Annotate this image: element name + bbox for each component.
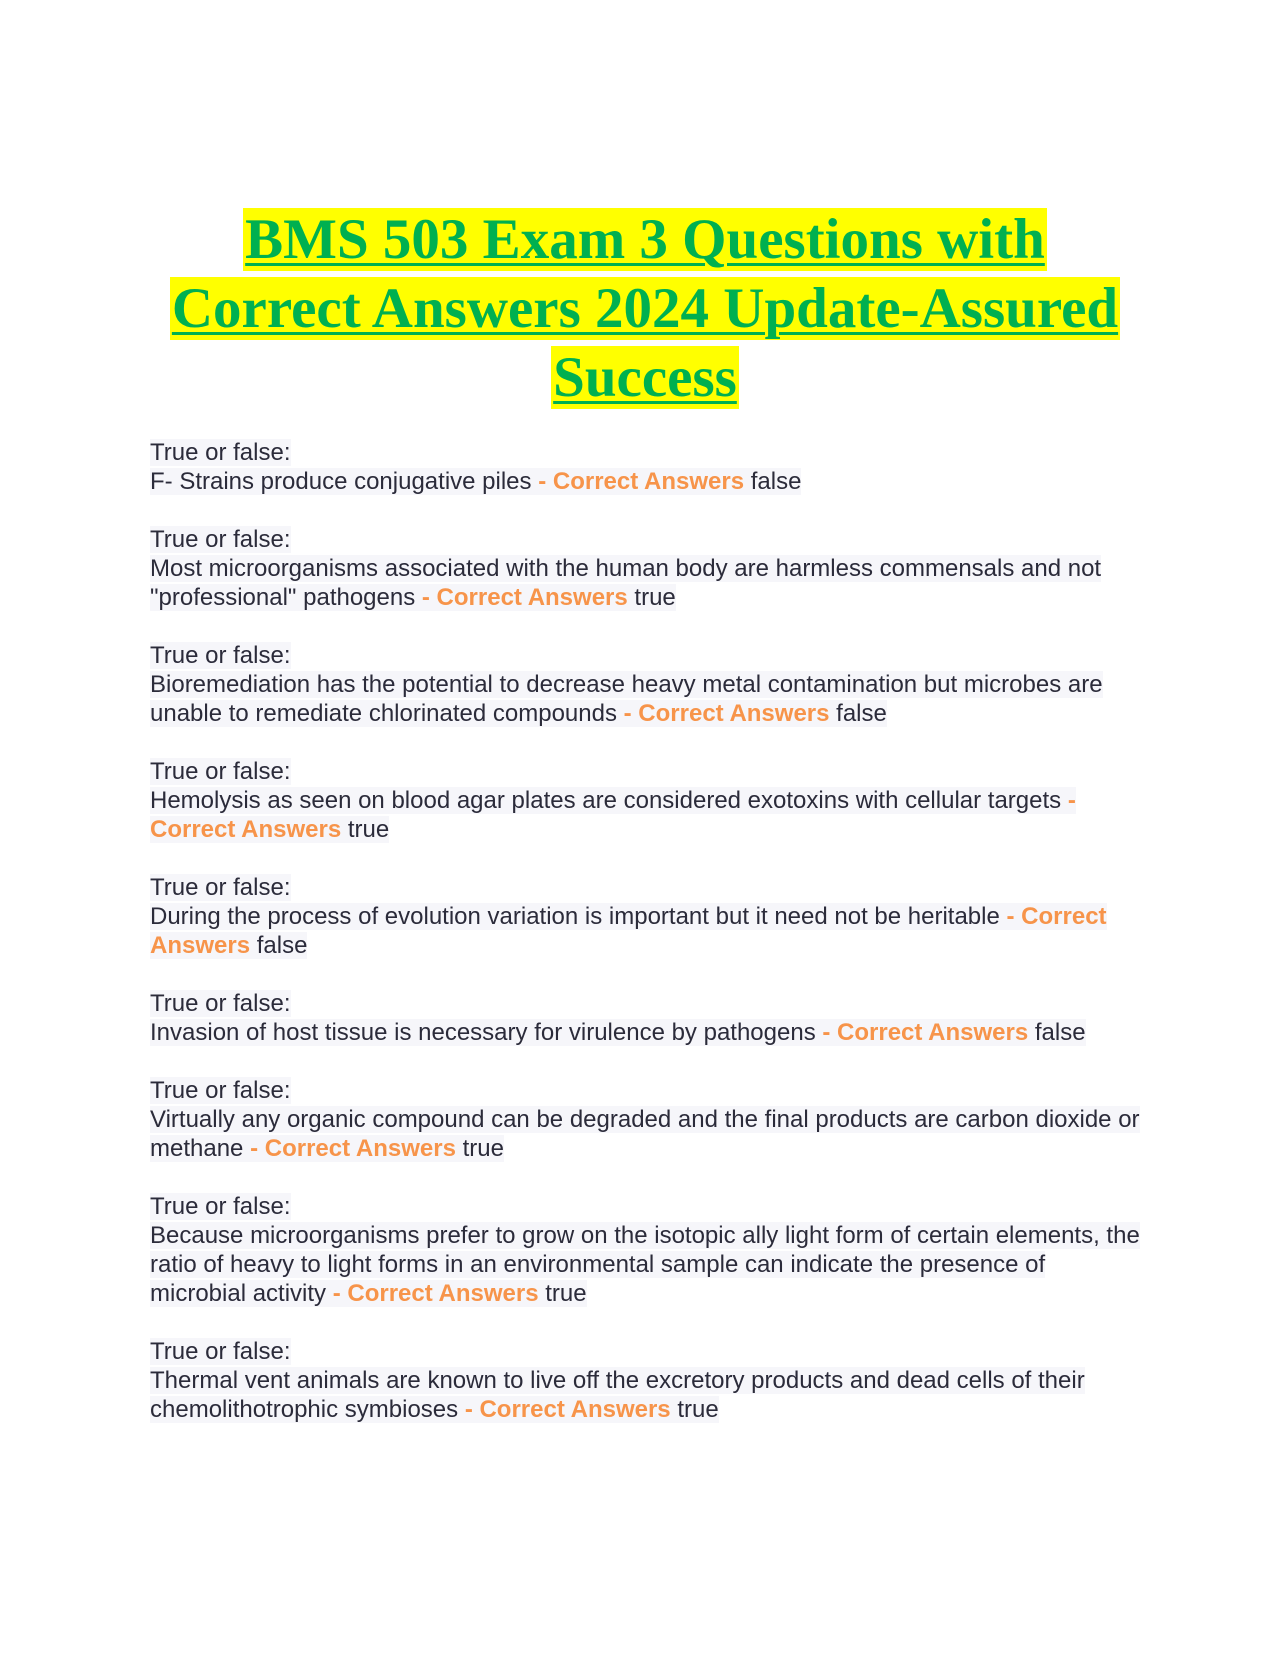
- question-text: Thermal vent animals are known to live off the excretory products and dead cells of their chemolithotrophic symbioses: [150, 1367, 1085, 1423]
- answer-text: false: [256, 932, 308, 959]
- correct-answers-marker: - Correct Answers: [822, 1019, 1029, 1046]
- question-text: During the process of evolution variation is important but it need not be heritable: [150, 903, 1000, 930]
- answer-text: false: [750, 468, 802, 495]
- question-prompt: True or false:: [150, 642, 291, 669]
- correct-answers-marker: - Correct Answers: [150, 787, 1076, 843]
- answer-text: true: [677, 1396, 719, 1423]
- question-list: [150, 438, 1140, 1424]
- question-item: [150, 873, 1140, 960]
- answer-text: true: [462, 1135, 504, 1162]
- question-item: [150, 525, 1140, 612]
- answer-text: true: [347, 816, 390, 843]
- question-text: Invasion of host tissue is necessary for virulence by pathogens: [150, 1019, 816, 1046]
- question-item: [150, 438, 1140, 496]
- correct-answers-marker: - Correct Answers: [538, 468, 745, 495]
- question-item: [150, 1076, 1140, 1163]
- correct-answers-marker: - Correct Answers: [150, 903, 1107, 959]
- correct-answers-marker: - Correct Answers: [421, 584, 628, 611]
- question-text: Virtually any organic compound can be degraded and the final products are carbon dioxide or methane: [150, 1106, 1140, 1162]
- answer-text: true: [545, 1280, 587, 1307]
- question-text: Hemolysis as seen on blood agar plates are considered exotoxins with cellular targets: [150, 787, 1062, 814]
- question-item: [150, 989, 1140, 1047]
- question-prompt: True or false:: [150, 1077, 291, 1104]
- question-prompt: True or false:: [150, 1193, 291, 1220]
- question-prompt: True or false:: [150, 874, 291, 901]
- question-prompt: True or false:: [150, 526, 291, 553]
- question-text: Because microorganisms prefer to grow on the isotopic ally light form of certain elements, the ratio of heavy to light forms in an environmental sample can indicate the presence of microbial activity: [150, 1222, 1140, 1307]
- question-prompt: True or false:: [150, 439, 291, 466]
- question-prompt: True or false:: [150, 1338, 291, 1365]
- document-page: [150, 205, 1140, 1453]
- correct-answers-marker: - Correct Answers: [332, 1280, 539, 1307]
- question-item: [150, 1337, 1140, 1424]
- document-title-block: [150, 205, 1140, 412]
- question-item: [150, 757, 1140, 844]
- question-item: [150, 1192, 1140, 1308]
- document-title: BMS 503 Exam 3 Questions with Correct Answers 2024 Update-Assured Success: [171, 208, 1119, 409]
- question-text: Most microorganisms associated with the human body are harmless commensals and not "professional" pathogens: [150, 555, 1102, 611]
- question-item: [150, 641, 1140, 728]
- question-text: Bioremediation has the potential to decrease heavy metal contamination but microbes are unable to remediate chlorinated compounds: [150, 671, 1103, 727]
- question-prompt: True or false:: [150, 990, 291, 1017]
- answer-text: false: [1034, 1019, 1086, 1046]
- correct-answers-marker: - Correct Answers: [250, 1135, 456, 1162]
- answer-text: true: [634, 584, 676, 611]
- correct-answers-marker: - Correct Answers: [623, 700, 830, 727]
- question-text: F- Strains produce conjugative piles: [150, 468, 532, 495]
- answer-text: false: [836, 700, 887, 727]
- correct-answers-marker: - Correct Answers: [464, 1396, 671, 1423]
- question-prompt: True or false:: [150, 758, 291, 785]
